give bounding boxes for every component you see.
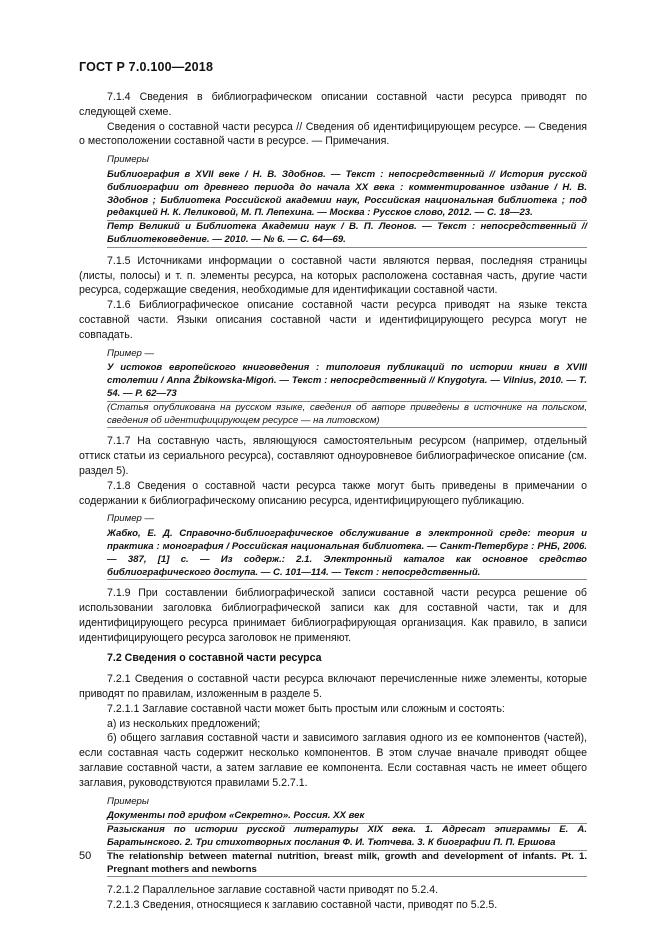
page-number: 50 [79,850,92,862]
paragraph-7-1-4-scheme: Сведения о составной части ресурса // Сведения об идентифицирующем ресурсе. — Сведения о местоположении составной части в ресурсе. — Примечания. [79,120,587,148]
paragraph-7-1-8: 7.1.8 Сведения о составной части ресурса также могут быть приведены в примечании о содержании к библиографическому описанию ресурса, идентифицирующего публикацию. [79,479,587,507]
example-heading: Пример — [107,513,155,525]
list-item-b: б) общего заглавия составной части и зависимого заглавия одного из ее компонентов (частей), если составная часть содержит несколько компонентов. В этом случае вначале приводят общее заглавие составной части, а затем заглавие ее компонента. Если составная часть не имеет общего заглавия, руководствуются правилами 5.2.7.1. [79,732,587,789]
example-block-2 [79,362,587,428]
example-block-4 [79,810,587,877]
list-item-a: а) из нескольких предложений; [107,717,261,730]
example-entry: Жабко, Е. Д. Справочно-библиографическое обслуживание в электронной среде: теория и практика : монография / Российская национальная библиотека. — Санкт-Петербург : РНБ, 2006. — 387, [1] с. — Из содерж.: 2.1. Электронный каталог как основное средство библиографического доступа. — С. 101—114. — Текст : непосредственный. [107,528,587,580]
paragraph-7-1-9: 7.1.9 При составлении библиографической записи составной части ресурса решение об использовании заголовка библиографической записи как для составной части, так и для идентифицирующего ресурса принимает библиографирующая организация. Как правило, в записи идентифицирующего ресурса заголовок не применяют. [79,587,587,644]
paragraph-7-1-4: 7.1.4 Сведения в библиографическом описании составной части ресурса приводят по следующей схеме. [79,91,587,118]
paragraph-7-1-6: 7.1.6 Библиографическое описание составной части ресурса приводят на языке текста составной части. Языки описания составной части и идентифицирующего ресурса могут не совпадать. [79,299,587,341]
example-entry: The relationship between maternal nutrition, breast milk, growth and development of infants. Pt. 1. Pregnant mothers and newborns [107,851,587,878]
document-header: ГОСТ Р 7.0.100—2018 [79,60,214,74]
example-block-3 [79,528,587,580]
paragraph-7-2-1-1: 7.2.1.1 Заглавие составной части может быть простым или сложным и состоять: [107,702,505,715]
paragraph-7-2-1: 7.2.1 Сведения о составной части ресурса включают перечисленные ниже элементы, которые приводят по правилам, изложенным в разделе 5. [79,673,587,701]
paragraph-7-1-5: 7.1.5 Источниками информации о составной части являются первая, последняя страницы (листы, полосы) и т. п. элементы ресурса, на которых расположена составная часть, другие части ресурса, содержащие сведения, необходимые для идентификации составной части. [79,254,587,297]
page-content [79,90,587,913]
example-entry: Библиография в XVII веке / Н. В. Здобнов. — Текст : непосредственный // История русской библиографии от древнего периода до начала XX века : комментированное издание / Н. В. Здобнов ; Библиотека Российской академии наук, Российская национальная библиотека ; под редакцией Н. К. Леликовой, М. П. Лепехина. — Москва : Русское слово, 2012. — С. 18—23. [107,169,587,221]
paragraph-7-2-1-3: 7.2.1.3 Сведения, относящиеся к заглавию составной части, приводят по 5.2.5. [107,899,498,912]
paragraph-7-1-7: 7.1.7 На составную часть, являющуюся самостоятельным ресурсом (например, отдельный оттиск статьи из сериального ресурса), составляют одноуровневое библиографическое описание (см. раздел 5). [79,435,587,477]
example-entry: Разыскания по истории русской литературы XIX века. 1. Адресат эпиграммы Е. А. Баратынского. 2. Три стихотворных послания Ф. И. Тютчева. 3. К биографии П. П. Ершова [107,824,587,851]
example-heading: Пример — [107,347,155,359]
example-block-1 [79,169,587,248]
example-note: (Статья опубликована на русском языке, сведения об авторе приведены в источнике на польском, сведения об идентифицирующем ресурсе — на литовском) [107,402,587,429]
examples-heading: Примеры [107,154,149,166]
example-entry: Документы под грифом «Секретно». Россия. XX век [107,810,587,824]
example-entry: Петр Великий и Библиотека Академии наук / В. П. Леонов. — Текст : непосредственный // Библиотековедение. — 2010. — № 6. — С. 64—69. [107,221,587,248]
section-heading-7-2: 7.2 Сведения о составной части ресурса [107,652,322,665]
paragraph-7-2-1-2: 7.2.1.2 Параллельное заглавие составной части приводят по 5.2.4. [107,884,439,897]
example-entry: У истоков европейского книговедения : типология публикаций по истории книги в XVIII столетии / Anna Žbikowska-Migoń. — Текст : непосредственный // Knygotyra. — Vilnius, 2010. — Т. 54. — P. 62—73 [107,362,587,401]
examples-heading: Примеры [107,795,149,807]
